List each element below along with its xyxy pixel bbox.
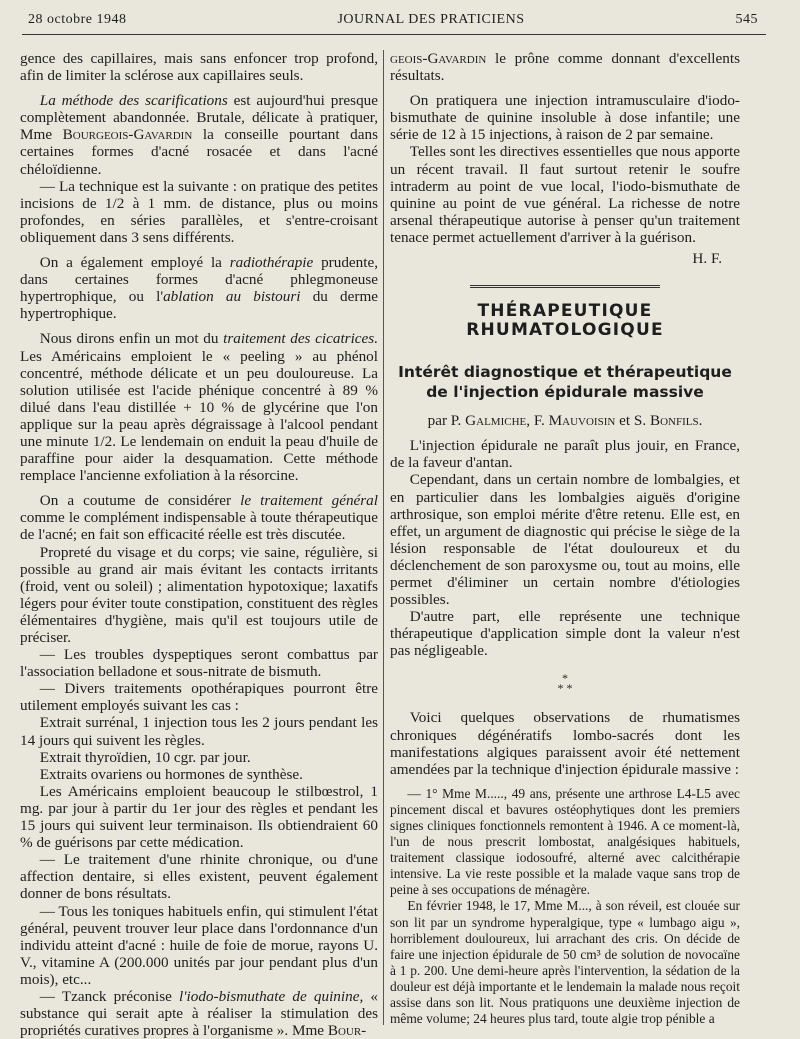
right-paragraph [390,50,740,84]
asterism-bottom: * * [557,681,573,696]
text-run: On pratiquera une injection intramusculaire d'iodo-bismuthate de quinine insoluble à dose infantile; une série de 12 à 15 injections, à raison de 2 par semaine. [390,92,740,144]
case-paragraph [390,898,740,1027]
text-run: Voici quelques observations de rhumatismes chroniques dégénératifs lombo-sacrés dont les manifestations algiques paraissent avoir été nettement amendées par la technique d'injection épidurale massive : [390,709,740,778]
left-paragraph [20,254,378,322]
article-title-line: Intérêt diagnostique et thérapeutique [398,363,732,382]
right-paragraph [390,471,740,608]
text-run: le prône comme donnant d'excellents résultats. [390,50,740,85]
text-run: On a coutume de considérer [39,492,241,510]
text-run: — 1° Mme M....., 49 ans, présente une arthrose L4-L5 avec pincement discal et bavures ostéophytiques dont les premiers signes cliniques fonctionnels remontent à 1946. A ce moment-là, l'un de nous prescrit lombostat, analgésiques habituels, traitement classique iodosoufré, alterné avec calcithérapie intensive. La vie reste possible et la malade vaque sans trop de peine à ses occupations de ménagère. [390,785,740,898]
author-name: Galmiche [465,412,527,430]
text-run: — Tzanck préconise [39,987,180,1005]
left-paragraph [20,851,378,902]
text-run: comme le complément indispensable à toute thérapeutique de l'acné; en fait son efficacité réelle est très discutée. [20,509,378,544]
text-run: L'injection épidurale ne paraît plus jouir, en France, de la faveur d'antan. [390,437,740,472]
left-paragraph [20,50,378,84]
text-run: le traitement général [240,492,379,510]
text-run: est aujourd'hui presque complètement abandonnée. Brutale, délicate à pratiquer, Mme [20,92,378,144]
left-column [20,50,378,1039]
text-run: La méthode des scarifications [39,92,228,110]
left-paragraph [20,903,378,988]
text-run: par P. [427,412,466,430]
left-paragraph [20,714,378,748]
right-paragraph [390,608,740,659]
signature: H. F. [692,250,722,268]
left-paragraph [20,492,378,543]
text-run: Les Américains emploient le « peeling » au phénol concentré, méthode délicate et un peu douloureuse. La solution utilisée est l'acide phénique concentré à 89 % dilué dans l'eau distillée + 10 % de glycérine que l'on applique sur la peau après dégraissage à l'alcool pendant une minute 1/2. Le lendemain on enduit la peau d'huile de paraffine pour aider la desquamation. Cette méthode remplace l'ancienne exfoliation à la résorcine. [20,347,378,485]
right-paragraph [390,437,740,471]
left-paragraph [20,680,378,714]
text-run: du derme hypertrophique. [20,288,378,323]
text-run: la conseille pourtant dans certaines formes d'acné rosacée et dans l'acné chéloïdienne. [20,126,378,178]
right-paragraph [390,709,740,777]
left-paragraph [20,330,378,484]
page-header [28,12,758,32]
right-column [390,50,740,1027]
text-run: On a également employé la [39,254,230,272]
left-paragraph [20,749,378,766]
text-run: traitement des cicatrices. [223,330,378,348]
left-paragraph [20,92,378,177]
text-run: , F. [526,412,549,430]
section-title [390,302,740,340]
header-journal-title: JOURNAL DES PRATICIENS [337,12,525,27]
text-run: radiothérapie [229,254,314,272]
text-run: — Les troubles dyspeptiques seront combattus par l'association belladone et sous-nitrate de bismuth. [20,646,378,681]
asterism [390,671,740,696]
byline [390,412,740,429]
text-run: En février 1948, le 17, Mme M..., à son réveil, est clouée sur son lit par un syndrome hyperalgique, type « lumbago aigu », horriblement douloureux, lui arrachant des cris. On décide de faire une injection épidurale de 50 cm³ de solution de novocaïne à 1 p. 200. Une demi-heure après l'intervention, la sédation de la douleur est déjà importante et le lendemain la malade nous reçoit assise dans son lit. Nous pratiquons une deuxième injection de même volume; 24 heures plus tard, toute algie trop pénible a [390,898,740,1027]
article-title-line: de l'injection épidurale massive [426,383,704,402]
left-paragraph [20,766,378,783]
case-paragraph [390,786,740,899]
header-rule [22,34,766,35]
text-run: Telles sont les directives essentielles que nous apporte un récent travail. Il faut surtout retenir le soufre intraderm au point de vue local, l'iodo-bismuthate de quinine au point de vue général. La richesse de notre arsenal thérapeutique autorise à penser qu'un traitement tenace permet actuellement d'arriver à la guérison. [390,143,740,246]
text-run: Les Américains emploient beaucoup le stilbœstrol, 1 mg. par jour à partir du 1er jour des règles et pendant les 15 jours qui suivent leur terminaison. Ils obtiendraient 60 % de guérisons par cette médication. [20,782,378,852]
text-run: l'iodo-bismuthate de quinine, [179,987,364,1005]
text-run: prudente, dans certaines formes d'acné phlegmoneuse hypertrophique, ou l' [20,254,378,306]
text-run: ablation au bistouri [163,288,301,306]
left-paragraph [20,783,378,851]
author-name: Bonfils [649,412,699,430]
text-run: — Tous les toniques habituels enfin, qui stimulent l'état général, peuvent trouver leur place dans l'ordonnance d'un individu atteint d'acné : huile de foie de morue, rayons U. V., vitamine A (200.000 unités par jour pendant plus d'un mois), etc... [20,902,378,988]
section-separator [470,285,660,288]
text-run: Extrait thyroïdien, 10 cgr. par jour. [39,748,251,766]
header-date: 28 octobre 1948 [28,12,127,27]
text-run: Extraits ovariens ou hormones de synthèse. [39,765,303,783]
left-paragraph [20,544,378,647]
text-run: Cependant, dans un certain nombre de lombalgies, et en particulier dans les lombalgies aiguës d'origine arthrosique, son emploi mérite d'être retenu. Elle est, en effet, un argument de diagnostic qui précise le siège de la lésion responsable de l'état douloureux et du déclenchement de son paroxysme ou, tout au moins, elle permet d'éliminer un certain nombre d'étiologies possibles. [390,471,740,609]
text-run: D'autre part, elle représente une technique thérapeutique d'application simple dont la valeur n'est pas négligeable. [390,608,740,660]
right-paragraph [390,143,740,246]
text-run: Extrait surrénal, 1 injection tous les 2 jours pendant les 14 jours qui suivent les règles. [20,714,378,749]
left-paragraph [20,988,378,1039]
asterism-top: * [562,671,568,686]
author-name: Mauvoisin [548,412,616,430]
author-name: Bourgeois-Gavardin [62,126,193,144]
author-name: geois-Gavardin [390,50,487,67]
section-title-line: THÉRAPEUTIQUE [477,301,653,322]
text-run: et S. [615,412,650,430]
section-title-line: RHUMATOLOGIQUE [466,320,664,341]
author-name: Bour- [327,1022,367,1039]
right-paragraph [390,92,740,143]
text-run: — Divers traitements opothérapiques pourront être utilement employés suivant les cas : [20,680,378,715]
text-run: Propreté du visage et du corps; vie saine, régulière, si possible au grand air mais évitant les contacts irritants (froid, vent ou soleil) ; alimentation hypotoxique; laxatifs légers pour éviter toute constipation, constituent des règles élémentaires d'hygiène, mais qu'il est toujours utile de préciser. [20,543,378,646]
column-divider [383,50,384,1025]
article-title [390,362,740,402]
text-run: gence des capillaires, mais sans enfoncer trop profond, afin de limiter la sclérose aux capillaires seuls. [20,50,378,85]
text-run: — La technique est la suivante : on pratique des petites incisions de 1/2 à 1 mm. de distance, plus ou moins profondes, en séries parallèles, et s'entre-croisant obliquement dans 3 sens différents. [20,177,378,246]
header-page-number: 545 [735,12,758,27]
left-paragraph [20,178,378,246]
text-run: . [698,412,703,430]
text-run: — Le traitement d'une rhinite chronique, ou d'une affection dentaire, si elles existent, peuvent également donner de bons résultats. [20,851,378,903]
left-paragraph [20,646,378,680]
text-run: « substance qui serait apte à réaliser la stimulation des propriétés curatives propres à l'organisme ». Mme [20,987,379,1039]
text-run: Nous dirons enfin un mot du [39,330,224,348]
